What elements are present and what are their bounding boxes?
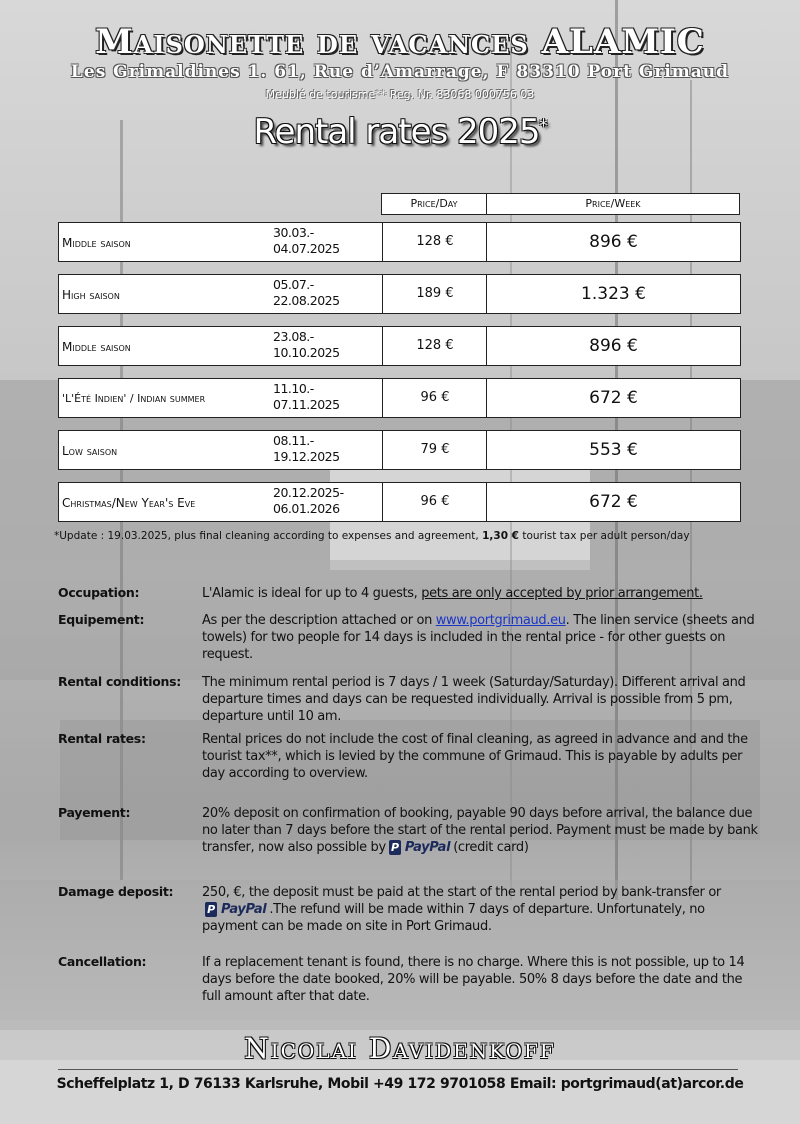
season-dates: 20.12.2025- 06.01.2026 <box>273 485 344 516</box>
section-text: As per the description attached or on www.portgrimaud.eu. The linen service (sheets and towels) for two people for 14 days is included in the rental price - for other guests on request. <box>202 613 755 662</box>
season-dates: 30.03.- 04.07.2025 <box>273 225 340 256</box>
season-dates: 23.08.- 10.10.2025 <box>273 329 340 360</box>
contact-footer: Scheffelplatz 1, D 76133 Karlsruhe, Mobil +49 172 9701058 Email: portgrimaud(at)arcor.de <box>56 1076 744 1092</box>
document-title: Maisonette de vacances ALAMIC <box>95 22 705 62</box>
price-week: 672 € <box>486 483 740 521</box>
price-day: 128 € <box>382 327 487 365</box>
section-text: Rental prices do not include the cost of final cleaning, as agreed in advance and and the tourist tax**, which is levied by the commune of Grimaud. This is payable by adults per day according to overview. <box>202 732 748 781</box>
season-name: Middle saison <box>62 340 131 354</box>
price-day: 96 € <box>382 379 487 417</box>
paypal-icon: P <box>205 902 217 917</box>
registration-number: Meublé de tourisme** Reg. Nr. 83068 000756 03 <box>265 88 535 101</box>
season-dates: 11.10.- 07.11.2025 <box>273 381 340 412</box>
season-dates: 08.11.- 19.12.2025 <box>273 433 340 464</box>
section-label: Occupation: <box>58 585 140 600</box>
rates-title: Rental rates 2025* <box>253 112 547 152</box>
price-week: 553 € <box>486 431 740 469</box>
section-text: 250, €, the deposit must be paid at the start of the rental period by bank-transfer orP PayPal .The refund will be made within 7 days of departure. Unfortunately, no payment can be made on site in Port Grimaud. <box>202 885 721 934</box>
section-label: Payement: <box>58 805 131 820</box>
section-text: If a replacement tenant is found, there is no charge. Where this is not possible, up to 14 days before the date booked, 20% will be payable. 50% 8 days before the date and the full amount after that date. <box>202 955 745 1004</box>
price-week: 896 € <box>486 223 740 261</box>
update-note: *Update : 19.03.2025, plus final cleaning according to expenses and agreement, 1,30 € tourist tax per adult person/day <box>54 530 690 542</box>
rate-row <box>58 222 741 262</box>
section-label: Damage deposit: <box>58 884 174 899</box>
address: Les Grimaldines 1. 61, Rue d’Amarrage, F 83310 Port Grimaud <box>70 62 730 82</box>
rate-row <box>58 430 741 470</box>
rate-row <box>58 274 741 314</box>
section-label: Equipement: <box>58 612 145 627</box>
owner-name: Nicolai Davidenkoff <box>244 1032 556 1065</box>
rate-row <box>58 378 741 418</box>
divider <box>58 1069 738 1070</box>
paypal-logo: P PayPal <box>205 901 266 918</box>
section-label: Rental conditions: <box>58 674 181 689</box>
section-label: Cancellation: <box>58 954 147 969</box>
price-day: 79 € <box>382 431 487 469</box>
season-name: Christmas/New Year's Eve <box>62 496 196 510</box>
price-week: 1.323 € <box>486 275 740 313</box>
price-day: 189 € <box>382 275 487 313</box>
section-label: Rental rates: <box>58 731 146 746</box>
paypal-icon: P <box>389 840 401 855</box>
header-price-day: Price/Day <box>381 193 487 215</box>
season-name: Low saison <box>62 444 118 458</box>
website-link[interactable]: www.portgrimaud.eu <box>435 613 566 628</box>
header-price-week: Price/Week <box>486 193 740 215</box>
price-day: 128 € <box>382 223 487 261</box>
price-week: 672 € <box>486 379 740 417</box>
season-name: Middle saison <box>62 236 131 250</box>
section-text: L'Alamic is ideal for up to 4 guests, pets are only accepted by prior arrangement. <box>202 586 703 601</box>
price-day: 96 € <box>382 483 487 521</box>
rate-row <box>58 482 741 522</box>
section-text: The minimum rental period is 7 days / 1 week (Saturday/Saturday). Different arrival and departure times and days can be requested individually. Arrival is possible from 5 pm, departure until 10 am. <box>202 675 746 724</box>
price-week: 896 € <box>486 327 740 365</box>
paypal-logo: P PayPal <box>389 839 450 856</box>
season-name: High saison <box>62 288 120 302</box>
season-dates: 05.07.- 22.08.2025 <box>273 277 340 308</box>
season-name: 'L'Été Indien' / Indian summer <box>62 392 206 405</box>
rate-row <box>58 326 741 366</box>
section-text: 20% deposit on confirmation of booking, payable 90 days before arrival, the balance due no later than 7 days before the start of the rental period. Payment must be made by bank transfer, now also possible by P PayPal (credit card) <box>202 806 758 855</box>
